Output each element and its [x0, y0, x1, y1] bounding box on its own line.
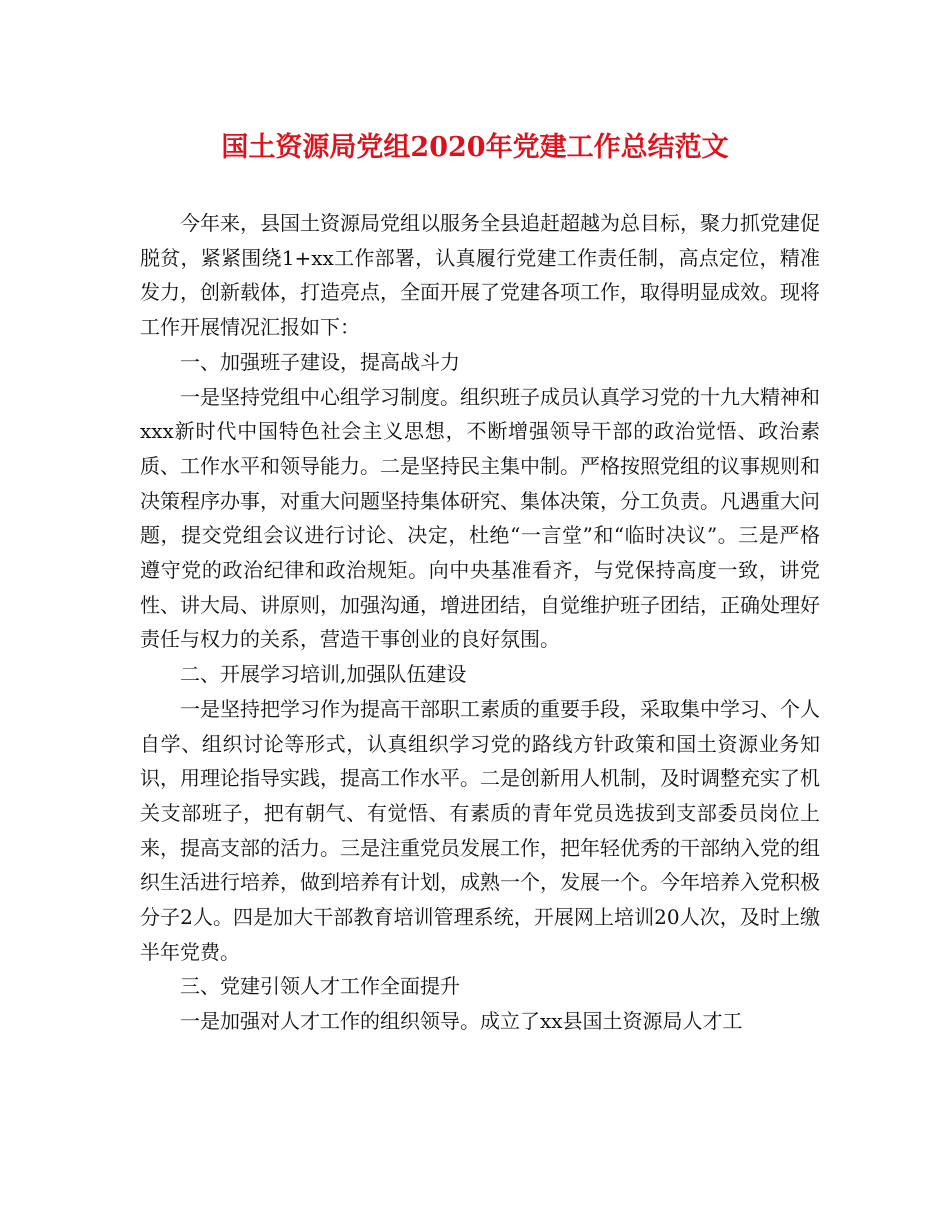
section-1-paragraph: 一是坚持党组中心组学习制度。组织班子成员认真学习党的十九大精神和xxx新时代中国特色社会主义思想，不断增强领导干部的政治觉悟、政治素质、工作水平和领导能力。二是坚持民主集中制。严格按照党组的议事规则和决策程序办事，对重大问题坚持集体研究、集体决策，分工负责。凡遇重大问题，提交党组会议进行讨论、决定，杜绝“一言堂”和“临时决议”。三是严格遵守党的政治纪律和政治规矩。向中央基准看齐，与党保持高度一致，讲党性、讲大局、讲原则，加强沟通，增进团结，自觉维护班子团结，正确处理好责任与权力的关系，营造干事创业的良好氛围。 — [140, 384, 820, 652]
section-heading-3: 三、党建引领人才工作全面提升 — [180, 974, 460, 999]
section-heading-1: 一、加强班子建设，提高战斗力 — [180, 349, 460, 374]
section-2-paragraph: 一是坚持把学习作为提高干部职工素质的重要手段，采取集中学习、个人自学、组织讨论等形式，认真组织学习党的路线方针政策和国土资源业务知识，用理论指导实践，提高工作水平。二是创新用人机制，及时调整充实了机关支部班子，把有朝气、有觉悟、有素质的青年党员选拔到支部委员岗位上来，提高支部的活力。三是注重党员发展工作，把年轻优秀的干部纳入党的组织生活进行培养，做到培养有计划，成熟一个，发展一个。今年培养入党积极分子2人。四是加大干部教育培训管理系统，开展网上培训20人次，及时上缴半年党费。 — [140, 696, 820, 964]
document-body — [140, 206, 820, 1039]
section-3-paragraph: 一是加强对人才工作的组织领导。成立了xx县国土资源局人才工 — [180, 1009, 743, 1034]
section-heading-2: 二、开展学习培训,加强队伍建设 — [180, 662, 467, 687]
document-title: 国土资源局党组2020年党建工作总结范文 — [221, 132, 729, 163]
intro-paragraph: 今年来，县国土资源局党组以服务全县追赶超越为总目标，聚力抓党建促脱贫，紧紧围绕1+xx工作部署，认真履行党建工作责任制，高点定位，精准发力，创新载体，打造亮点，全面开展了党建各项工作，取得明显成效。现将工作开展情况汇报如下： — [140, 211, 820, 340]
